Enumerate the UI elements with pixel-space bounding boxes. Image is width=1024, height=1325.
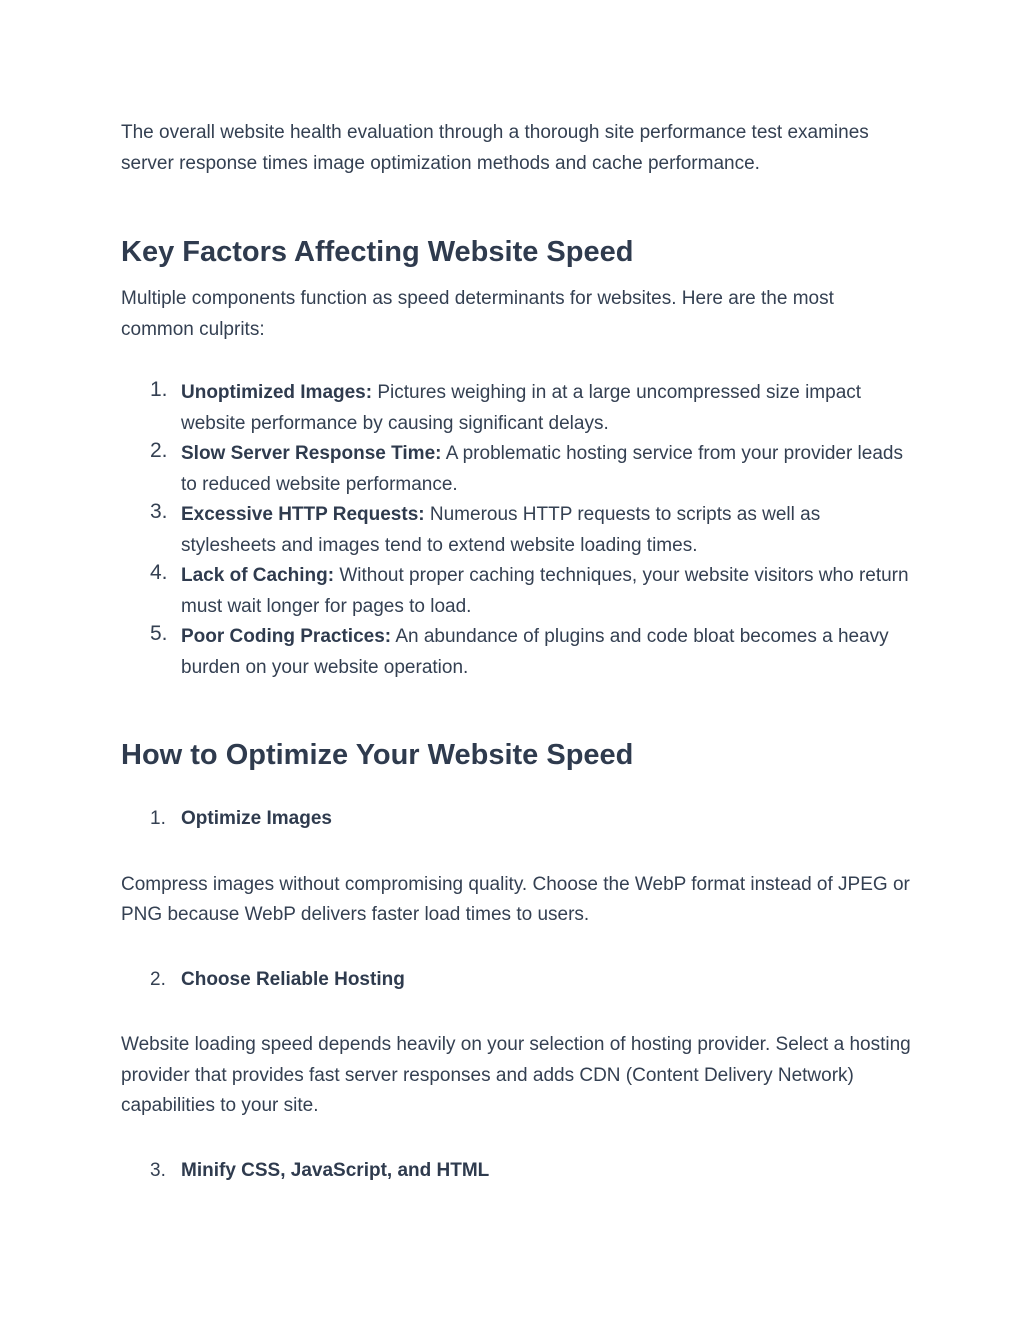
list-item-number: 1.: [150, 378, 168, 401]
document-page: [121, 118, 911, 1186]
step-number: 1.: [150, 808, 166, 829]
step-title: Minify CSS, JavaScript, and HTML: [181, 1159, 490, 1181]
list-item-title: Poor Coding Practices:: [181, 626, 392, 647]
list-item-number: 5.: [150, 622, 168, 645]
step-heading: [121, 804, 911, 835]
list-item-title: Excessive HTTP Requests:: [181, 504, 425, 525]
step-heading: [121, 1156, 911, 1187]
list-item-number: 4.: [150, 561, 168, 584]
step-heading: [121, 965, 911, 996]
list-item-title: Slow Server Response Time:: [181, 443, 442, 464]
list-item-number: 3.: [150, 500, 168, 523]
list-item-text: A problematic hosting service from your provider leads to reduced website performance.: [181, 443, 903, 495]
list-item: [121, 439, 911, 500]
list-item: [121, 378, 911, 439]
list-item-text: An abundance of plugins and code bloat becomes a heavy burden on your website operation.: [181, 626, 889, 678]
list-item-number: 2.: [150, 439, 168, 462]
factors-list: [121, 378, 911, 683]
step-title: Choose Reliable Hosting: [181, 968, 405, 990]
step-number: 2.: [150, 968, 166, 990]
list-item-text: Numerous HTTP requests to scripts as well as stylesheets and images tend to extend website loading times.: [181, 504, 821, 556]
intro-paragraph: The overall website health evaluation through a thorough site performance test examines server response times image optimization methods and cache performance.: [121, 122, 869, 174]
list-item: [121, 622, 911, 683]
list-item-title: Unoptimized Images:: [181, 382, 373, 403]
list-item: [121, 561, 911, 622]
list-item-text: Without proper caching techniques, your website visitors who return must wait longer for pages to load.: [181, 565, 909, 617]
factors-heading: Key Factors Affecting Website Speed: [121, 236, 634, 268]
list-item-title: Lack of Caching:: [181, 565, 335, 586]
step-number: 3.: [150, 1159, 166, 1181]
list-item-text: Pictures weighing in at a large uncompressed size impact website performance by causing significant delays.: [181, 382, 862, 434]
optimize-heading: How to Optimize Your Website Speed: [121, 739, 634, 771]
step-paragraph: Website loading speed depends heavily on your selection of hosting provider. Select a hosting provider that provides fast server responses and adds CDN (Content Delivery Network) capabilities to your site.: [121, 1034, 911, 1116]
list-item: [121, 500, 911, 561]
step-paragraph: Compress images without compromising quality. Choose the WebP format instead of JPEG or PNG because WebP delivers faster load times to users.: [121, 873, 910, 925]
factors-intro-paragraph: Multiple components function as speed determinants for websites. Here are the most common culprits:: [121, 288, 834, 340]
step-title: Optimize Images: [181, 808, 332, 829]
